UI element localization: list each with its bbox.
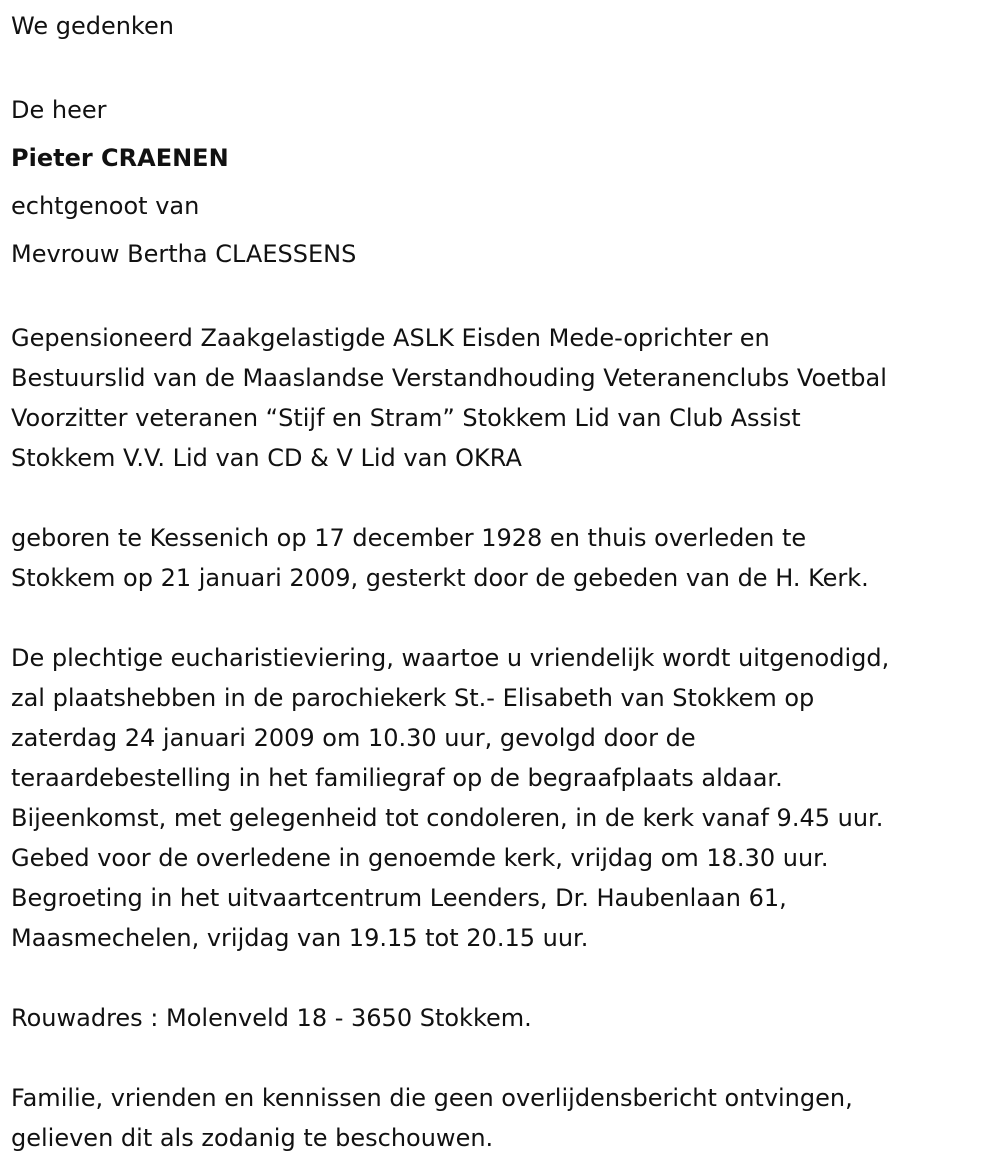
mourning-address: Rouwadres : Molenveld 18 - 3650 Stokkem. — [11, 1004, 532, 1032]
ceremony-line: Maasmechelen, vrijdag van 19.15 tot 20.15 uur. — [11, 924, 589, 952]
spacer — [11, 958, 990, 998]
spacer — [11, 1038, 990, 1078]
honorific: De heer — [11, 96, 107, 124]
spacer — [11, 598, 990, 638]
ceremony-line: Gebed voor de overledene in genoemde kerk, vrijdag om 18.30 uur. — [11, 844, 829, 872]
birth-death-line: Stokkem op 21 januari 2009, gesterkt door de gebeden van de H. Kerk. — [11, 564, 869, 592]
spacer — [11, 46, 990, 86]
career-line: Bestuurslid van de Maaslandse Verstandhouding Veteranenclubs Voetbal — [11, 364, 887, 392]
closing-paragraph — [11, 1078, 990, 1158]
ceremony-line: Bijeenkomst, met gelegenheid tot condoleren, in de kerk vanaf 9.45 uur. — [11, 804, 884, 832]
spacer — [11, 278, 990, 318]
closing-line: gelieven dit als zodanig te beschouwen. — [11, 1124, 494, 1152]
intro-text: We gedenken — [11, 12, 174, 40]
ceremony-line: De plechtige eucharistieviering, waartoe u vriendelijk wordt uitgenodigd, — [11, 644, 890, 672]
deceased-name: Pieter CRAENEN — [11, 144, 229, 172]
career-paragraph — [11, 318, 990, 478]
career-line: Stokkem V.V. Lid van CD & V Lid van OKRA — [11, 444, 522, 472]
ceremony-line: teraardebestelling in het familiegraf op de begraafplaats aldaar. — [11, 764, 783, 792]
closing-line: Familie, vrienden en kennissen die geen overlijdensbericht ontvingen, — [11, 1084, 853, 1112]
spacer — [11, 478, 990, 518]
spouse-name: Mevrouw Bertha CLAESSENS — [11, 240, 357, 268]
career-line: Voorzitter veteranen “Stijf en Stram” Stokkem Lid van Club Assist — [11, 404, 801, 432]
ceremony-paragraph — [11, 638, 990, 958]
ceremony-line: zaterdag 24 januari 2009 om 10.30 uur, gevolgd door de — [11, 724, 696, 752]
career-line: Gepensioneerd Zaakgelastigde ASLK Eisden Mede-oprichter en — [11, 324, 770, 352]
birth-death-line: geboren te Kessenich op 17 december 1928 en thuis overleden te — [11, 524, 807, 552]
ceremony-line: zal plaatshebben in de parochiekerk St.- Elisabeth van Stokkem op — [11, 684, 815, 712]
ceremony-line: Begroeting in het uitvaartcentrum Leenders, Dr. Haubenlaan 61, — [11, 884, 787, 912]
birth-death-paragraph — [11, 518, 990, 598]
relation-text: echtgenoot van — [11, 192, 200, 220]
